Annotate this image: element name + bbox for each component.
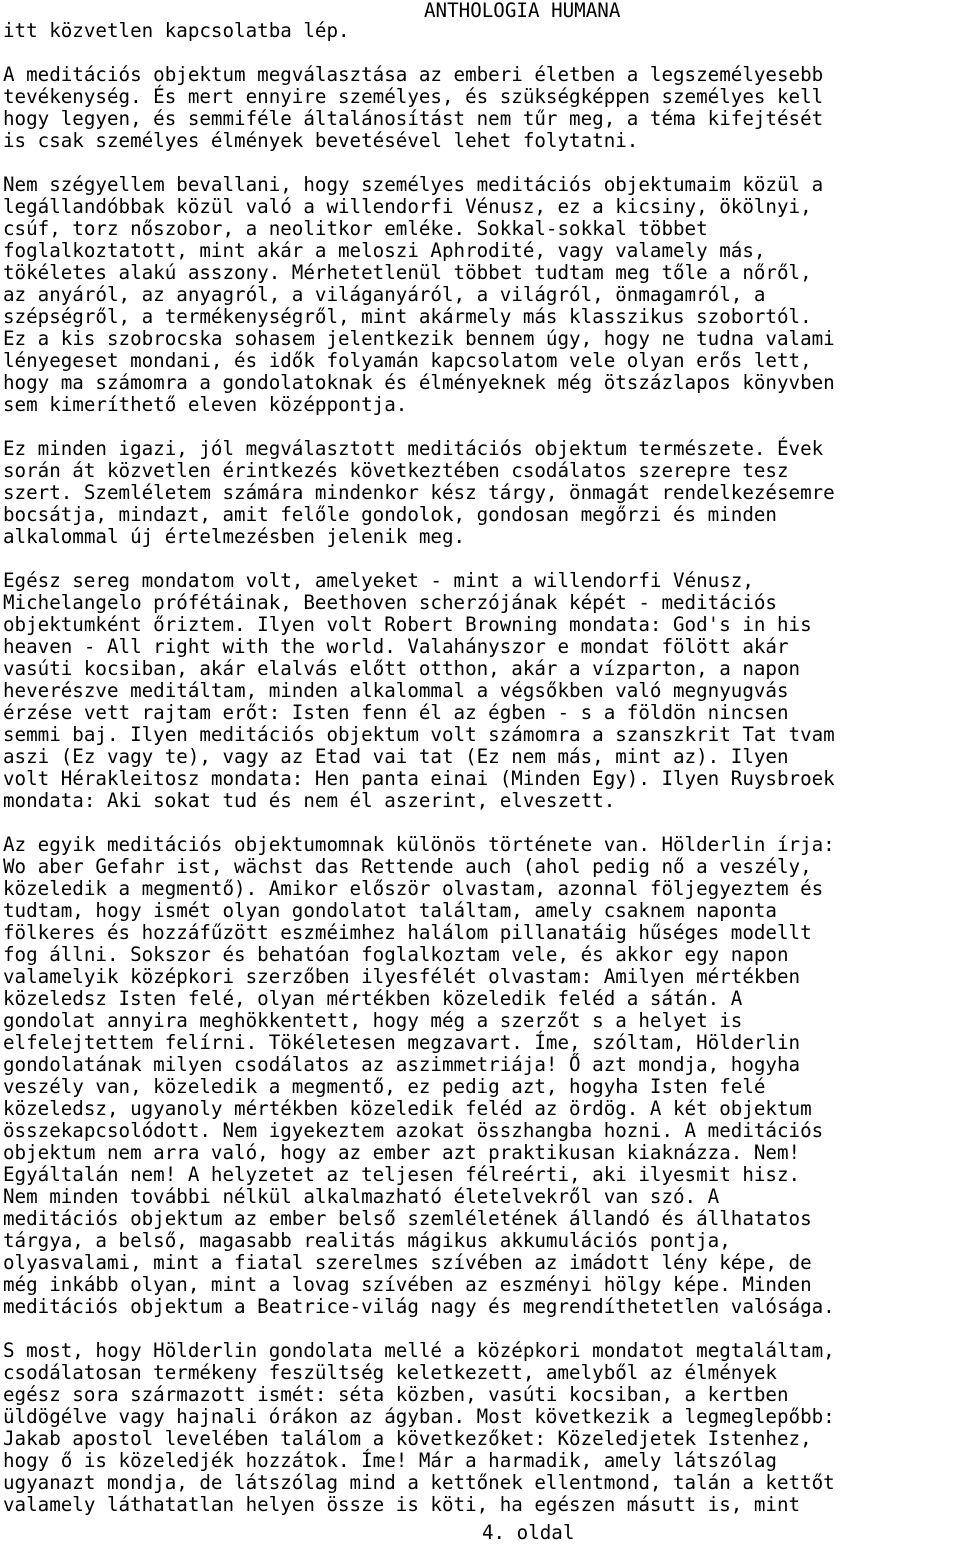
text-line: Az egyik meditációs objektumomnak különös története van. Hölderlin írja: bbox=[3, 833, 835, 856]
text-line: foglalkoztatott, mint akár a meloszi Aphrodité, vagy valamely más, bbox=[3, 239, 766, 262]
text-line: veszély van, közeledik a megmentő, ez pedig azt, hogyha Isten felé bbox=[3, 1075, 766, 1098]
text-line: heverészve meditáltam, minden alkalommal a végsőkben való megnyugvás bbox=[3, 679, 789, 702]
text-line: alkalommal új értelmezésben jelenik meg. bbox=[3, 525, 466, 548]
document-body bbox=[3, 20, 960, 1538]
text-line: objektumként őriztem. Ilyen volt Robert Browning mondata: God's in his bbox=[3, 613, 812, 636]
text-line: Nem minden további nélkül alkalmazható életelvekről van szó. A bbox=[3, 1185, 720, 1208]
text-line: tevékenység. És mert ennyire személyes, és szükségképpen személyes kell bbox=[3, 85, 824, 108]
text-line: Nem szégyellem bevallani, hogy személyes meditációs objektumaim közül a bbox=[3, 173, 824, 196]
text-line: elfelejtettem felírni. Tökéletesen megzavart. Íme, szóltam, Hölderlin bbox=[3, 1031, 801, 1054]
text-line: érzése vett rajtam erőt: Isten fenn él az égben - s a földön nincsen bbox=[3, 701, 789, 724]
text-line: tárgya, a belső, magasabb realitás mágikus akkumulációs pontja, bbox=[3, 1229, 731, 1252]
paragraph bbox=[3, 834, 960, 1318]
text-line: csodálatosan termékeny feszültség keletkezett, amelyből az élmények bbox=[3, 1361, 777, 1384]
text-line: az anyáról, az anyagról, a világanyáról, a világról, önmagamról, a bbox=[3, 283, 766, 306]
text-line: ugyanazt mondja, de látszólag mind a kettőnek ellentmond, talán a kettőt bbox=[3, 1471, 835, 1494]
text-line: üldögélve vagy hajnali órákon az ágyban. Most következik a legmeglepőbb: bbox=[3, 1405, 835, 1428]
text-line: meditációs objektum a Beatrice-világ nagy és megrendíthetetlen valósága. bbox=[3, 1295, 835, 1318]
text-line: hogy legyen, és semmiféle általánosítást nem tűr meg, a téma kifejtését bbox=[3, 107, 824, 130]
text-line: aszi (Ez vagy te), vagy az Etad vai tat (Ez nem más, mint az). Ilyen bbox=[3, 745, 789, 768]
text-line: volt Hérakleitosz mondata: Hen panta einai (Minden Egy). Ilyen Ruysbroek bbox=[3, 767, 835, 790]
paragraph bbox=[3, 438, 960, 548]
text-line: tökéletes alakú asszony. Mérhetetlenül többet tudtam meg tőle a nőről, bbox=[3, 261, 812, 284]
text-line: hogy ő is közeledjék hozzátok. Íme! Már a harmadik, amely látszólag bbox=[3, 1449, 777, 1472]
text-line: itt közvetlen kapcsolatba lép. bbox=[3, 19, 350, 42]
text-line: csúf, torz nőszobor, a neolitkor emléke. Sokkal-sokkal többet bbox=[3, 217, 708, 240]
text-line: során át közvetlen érintkezés következtében csodálatos szerepre tesz bbox=[3, 459, 789, 482]
text-line: objektum nem arra való, hogy az ember azt praktikusan kiaknázza. Nem! bbox=[3, 1141, 801, 1164]
text-line: legállandóbbak közül való a willendorfi Vénusz, ez a kicsiny, ökölnyi, bbox=[3, 195, 812, 218]
text-line: mondata: Aki sokat tud és nem él aszerint, elveszett. bbox=[3, 789, 616, 812]
text-line: Ez a kis szobrocska sohasem jelentkezik bennem úgy, hogy ne tudna valami bbox=[3, 327, 835, 350]
text-line: is csak személyes élmények bevetésével lehet folytatni. bbox=[3, 129, 639, 152]
text-line: valamely láthatatlan helyen össze is köti, ha egészen másutt is, mint bbox=[3, 1493, 801, 1516]
text-line: Egyáltalán nem! A helyzetet az teljesen félreérti, aki ilyesmit hisz. bbox=[3, 1163, 801, 1186]
paragraph bbox=[3, 64, 960, 152]
text-line: vasúti kocsiban, akár elalvás előtt otthon, akár a vízparton, a napon bbox=[3, 657, 801, 680]
text-line: közeledik a megmentő). Amikor először olvastam, azonnal följegyeztem és bbox=[3, 877, 824, 900]
text-line: Jakab apostol levelében találom a következőket: Közeledjetek Istenhez, bbox=[3, 1427, 812, 1450]
text-line: gondolatának milyen csodálatos az aszimmetriája! Ő azt mondja, hogyha bbox=[3, 1053, 801, 1076]
text-line: Ez minden igazi, jól megválasztott meditációs objektum természete. Évek bbox=[3, 437, 824, 460]
text-line: olyasvalami, mint a fiatal szerelmes szívében az imádott lény képe, de bbox=[3, 1251, 812, 1274]
text-line: Egész sereg mondatom volt, amelyeket - mint a willendorfi Vénusz, bbox=[3, 569, 754, 592]
text-line: fölkeres és hozzáfűzött eszméimhez halálom pillanatáig hűséges modellt bbox=[3, 921, 812, 944]
text-line: sem kimeríthető eleven középpontja. bbox=[3, 393, 408, 416]
paragraph bbox=[3, 1340, 960, 1516]
text-line: Michelangelo prófétáinak, Beethoven scherzójának képét - meditációs bbox=[3, 591, 777, 614]
text-line: egész sora származott ismét: séta közben, vasúti kocsiban, a kertben bbox=[3, 1383, 789, 1406]
text-line: fog állni. Sokszor és behatóan foglalkoztam vele, és akkor egy napon bbox=[3, 943, 789, 966]
paragraph bbox=[3, 174, 960, 416]
paragraph bbox=[3, 20, 960, 42]
text-line: S most, hogy Hölderlin gondolata mellé a középkori mondatot megtaláltam, bbox=[3, 1339, 835, 1362]
text-line: szert. Szemléletem számára mindenkor kész tárgy, önmagát rendelkezésemre bbox=[3, 481, 835, 504]
text-line: szépségről, a termékenységről, mint akármely más klasszikus szobortól. bbox=[3, 305, 812, 328]
running-header-title: ANTHOLOGIA HUMANA bbox=[424, 0, 621, 22]
page-number: 4. oldal bbox=[482, 1521, 575, 1544]
text-line: még inkább olyan, mint a lovag szívében az eszményi hölgy képe. Minden bbox=[3, 1273, 812, 1296]
text-line: hogy ma számomra a gondolatoknak és élményeknek még ötszázlapos könyvben bbox=[3, 371, 835, 394]
text-line: valamelyik középkori szerzőben ilyesfélét olvastam: Amilyen mértékben bbox=[3, 965, 801, 988]
paragraph bbox=[3, 570, 960, 812]
text-line: közeledsz Isten felé, olyan mértékben közeledik feléd a sátán. A bbox=[3, 987, 743, 1010]
text-line: közeledsz, ugyanoly mértékben közeledik feléd az ördög. A két objektum bbox=[3, 1097, 812, 1120]
text-line: lényegeset mondani, és idők folyamán kapcsolatom vele olyan erős lett, bbox=[3, 349, 812, 372]
text-line: Wo aber Gefahr ist, wächst das Rettende auch (ahol pedig nő a veszély, bbox=[3, 855, 812, 878]
text-line: bocsátja, mindazt, amit felőle gondolok, gondosan megőrzi és minden bbox=[3, 503, 777, 526]
text-line: gondolat annyira meghökkentett, hogy még a szerzőt s a helyet is bbox=[3, 1009, 743, 1032]
text-line: meditációs objektum az ember belső szemléletének állandó és állhatatos bbox=[3, 1207, 812, 1230]
text-line: tudtam, hogy ismét olyan gondolatot találtam, amely csaknem naponta bbox=[3, 899, 777, 922]
text-line: A meditációs objektum megválasztása az emberi életben a legszemélyesebb bbox=[3, 63, 824, 86]
text-line: semmi baj. Ilyen meditációs objektum volt számomra a szanszkrit Tat tvam bbox=[3, 723, 835, 746]
text-line: heaven - All right with the world. Valahányszor e mondat fölött akár bbox=[3, 635, 789, 658]
text-line: összekapcsolódott. Nem igyekeztem azokat összhangba hozni. A meditációs bbox=[3, 1119, 824, 1142]
